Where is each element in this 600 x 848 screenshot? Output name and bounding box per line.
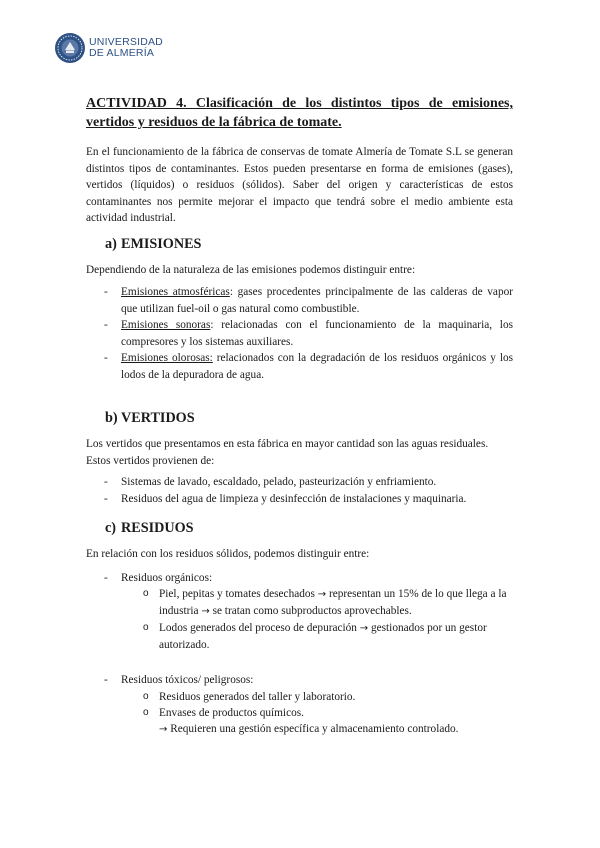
- section-a-title: EMISIONES: [121, 235, 202, 252]
- list-item: [86, 317, 513, 350]
- section-c-letter: c): [105, 520, 117, 536]
- emissions-list: [86, 284, 513, 383]
- sub-item: [121, 620, 513, 653]
- page-title: ACTIVIDAD 4. Clasificación de los distintos tipos de emisiones, vertidos y residuos de la fábrica de tomate.: [86, 96, 513, 130]
- organicos-sub1-b: representan un 15% de lo que llega a la industria: [159, 588, 507, 617]
- section-c-heading: [86, 519, 513, 537]
- university-seal-icon: [54, 32, 86, 64]
- organicos-sub1-a: Piel, pepitas y tomates desechados: [159, 588, 318, 600]
- section-a-lead: Dependiendo de la naturaleza de las emisiones podemos distinguir entre:: [86, 263, 416, 276]
- arrow-right-icon: →: [359, 623, 369, 634]
- section-b-heading: [86, 409, 513, 427]
- organicos-sub2-a: Lodos generados del proceso de depuración: [159, 622, 360, 634]
- toxicos-label: Residuos tóxicos/ peligrosos:: [121, 674, 254, 686]
- section-b-title: VERTIDOS: [121, 410, 195, 426]
- sub-item: o Envases de productos químicos.: [121, 705, 513, 721]
- section-b-lead: Los vertidos que presentamos en esta fábrica en mayor cantidad son las aguas residuales. Estos vertidos provienen de:: [86, 438, 489, 467]
- section-c-lead: En relación con los residuos sólidos, podemos distinguir entre:: [86, 548, 370, 560]
- toxicos-note: [121, 721, 513, 738]
- organicos-sublist: [86, 586, 513, 653]
- section-a-letter: a): [105, 235, 117, 252]
- intro-paragraph: En el funcionamiento de la fábrica de conservas de tomate Almería de Tomate S.L se generan distintos tipos de contaminantes. Estos pueden presentarse en forma de emisiones (gases), vertidos (líquidos) o residuos (sólidos). Saber del origen y características de estos contaminantes nos permite mejorar el impacto que tendrá sobre el medio ambiente esta actividad industrial.: [86, 146, 513, 224]
- arrow-right-icon: →: [201, 606, 210, 617]
- list-item-organicos: [86, 570, 513, 654]
- term-olorosas: Emisiones olorosas:: [121, 352, 213, 364]
- list-item-toxicos: [86, 672, 513, 738]
- section-c-title: RESIDUOS: [121, 520, 194, 536]
- term-sonoras: Emisiones sonoras: [121, 319, 211, 331]
- sub-item: [121, 586, 513, 620]
- arrow-right-icon: →: [159, 723, 168, 735]
- university-logo: [54, 32, 163, 64]
- organicos-sub1-c: se tratan como subproductos aprovechables.: [209, 605, 412, 617]
- list-item: [86, 350, 513, 383]
- logo-line-1: UNIVERSIDAD: [89, 36, 163, 48]
- toxicos-note-text: Requieren una gestión específica y almacenamiento controlado.: [167, 722, 459, 735]
- section-b-letter: b): [105, 410, 118, 426]
- desc-atmosfericas: : gases procedentes principalmente de las calderas de vapor que utilizan fuel-oil o gas natural como combustible.: [121, 286, 514, 315]
- list-item: - Residuos del agua de limpieza y desinfección de instalaciones y maquinaria.: [86, 491, 513, 508]
- vertidos-list: [86, 474, 513, 507]
- logo-line-2: DE ALMERÍA: [89, 47, 155, 59]
- organicos-sub2-b: gestionados por un gestor autorizado.: [159, 622, 487, 651]
- desc-sonoras: : relacionadas con el funcionamiento de la maquinaria, los compresores y los sistemas auxiliares.: [121, 319, 513, 348]
- toxicos-sublist: [86, 689, 513, 721]
- section-a-heading: [86, 235, 513, 253]
- term-atmosfericas: Emisiones atmosféricas: [121, 286, 230, 298]
- desc-olorosas: relacionados con la degradación de los residuos orgánicos y los lodos de la depuradora de agua.: [121, 352, 513, 381]
- list-item: [86, 284, 513, 317]
- arrow-right-icon: →: [317, 589, 327, 600]
- organicos-label: Residuos orgánicos:: [121, 571, 213, 584]
- sub-item: o Residuos generados del taller y laboratorio.: [121, 689, 513, 705]
- document-body: [86, 94, 513, 738]
- list-item: - Sistemas de lavado, escaldado, pelado, pasteurización y enfriamiento.: [86, 474, 513, 491]
- residuos-list: [86, 570, 513, 738]
